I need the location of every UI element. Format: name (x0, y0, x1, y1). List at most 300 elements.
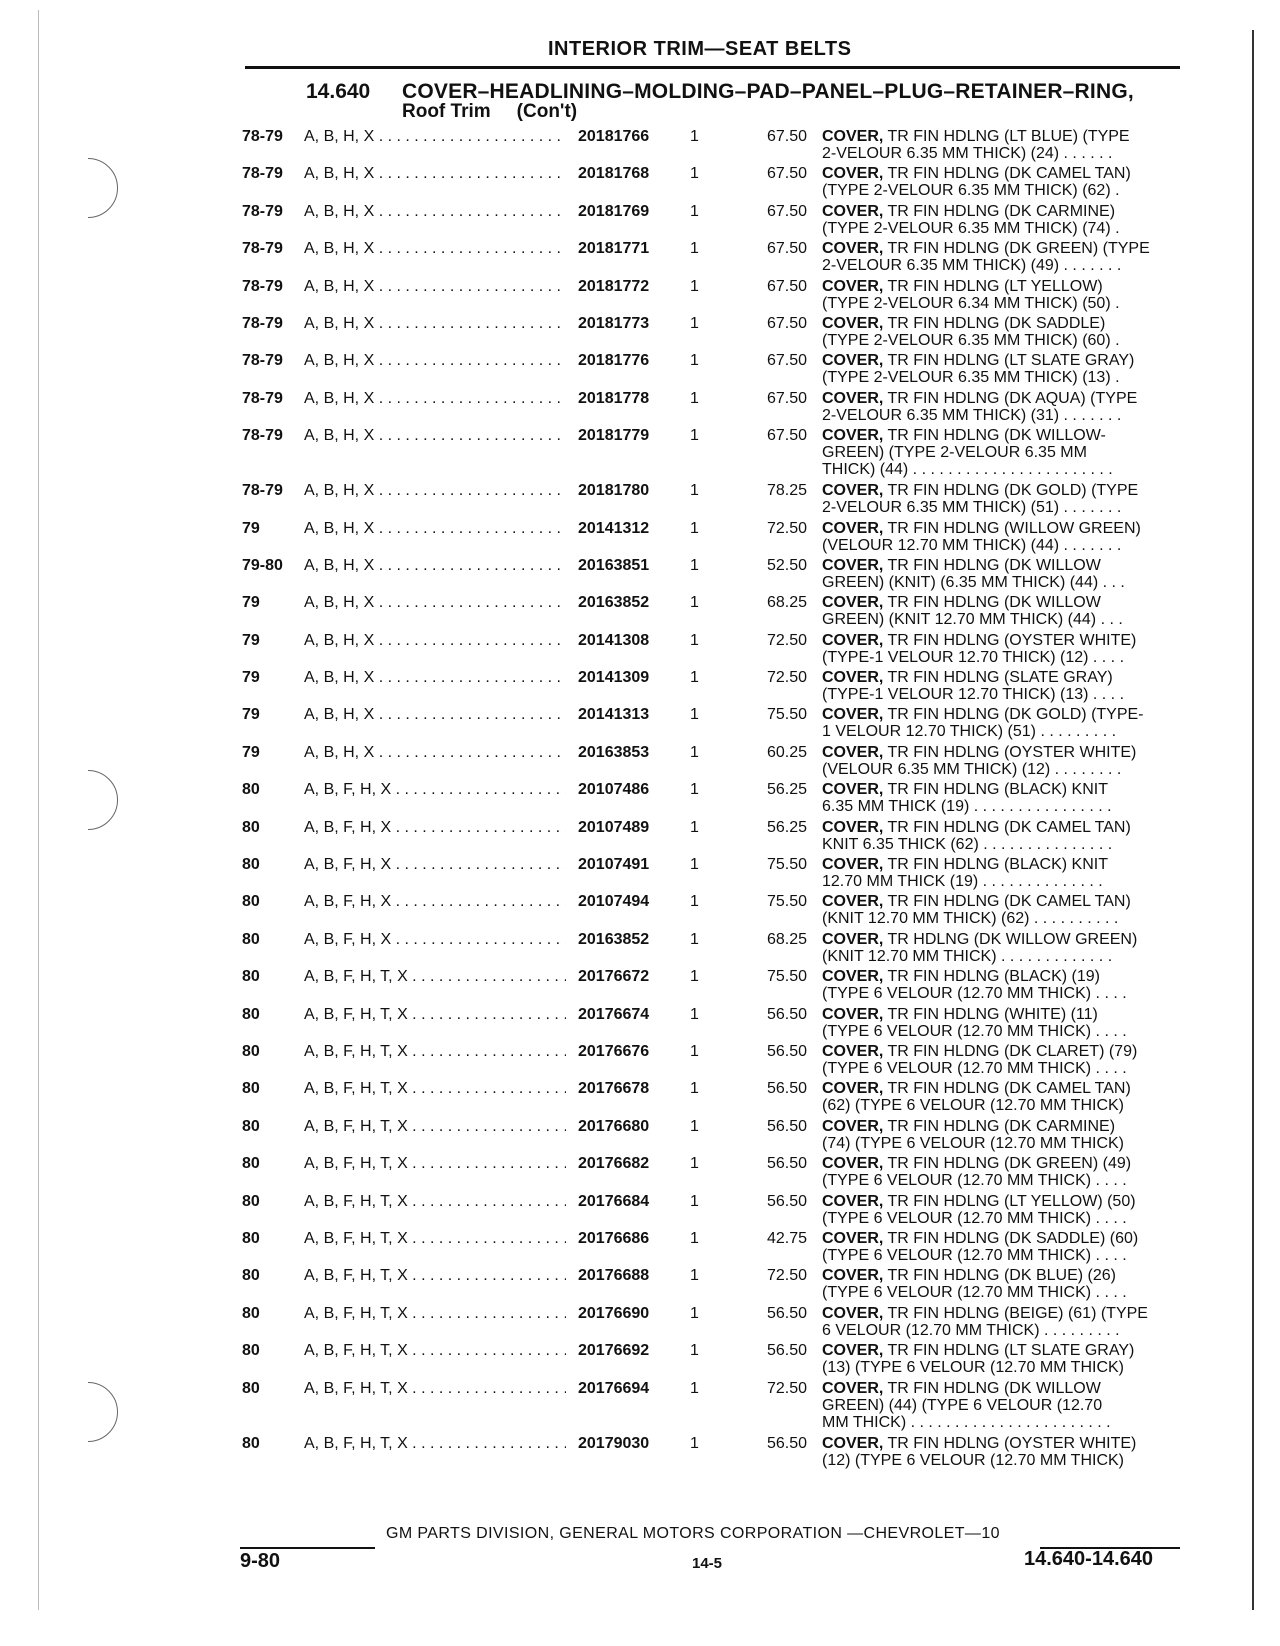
price-cell: 56.50 (766, 1080, 807, 1098)
quantity-cell: 1 (690, 818, 699, 836)
table-row (240, 1263, 1190, 1300)
models-cell: A, B, H, X . . . (304, 315, 566, 332)
price-cell: 67.50 (766, 277, 807, 295)
year-cell: 80 (242, 893, 260, 911)
year-cell: 78-79 (242, 389, 283, 407)
part-number-cell: 20163851 (574, 557, 678, 574)
description-text: TR FIN HDLNG (DK WILLOW- GREEN) (TYPE 2-VELOUR 6.35 MM THICK) (44) . . . . . . . . . . . . . . . . . . . . . . . (822, 427, 1113, 479)
table-row (240, 553, 1190, 590)
group-subtitle (402, 101, 577, 123)
part-number-cell: 20176672 (574, 968, 678, 985)
year-cell: 79 (242, 669, 260, 687)
price-cell: 67.50 (766, 165, 807, 183)
quantity-cell: 1 (690, 856, 699, 874)
description-text: TR FIN HDLNG (DK GOLD) (TYPE 2-VELOUR 6.35 MM THICK) (51) . . . . . . . (822, 482, 1139, 517)
models-cell: A, B, F, H, T, X . . . (304, 1006, 566, 1023)
part-number-cell: 20107491 (574, 856, 678, 873)
description-text: TR FIN HDLNG (DK CAMEL TAN) (KNIT 12.70 MM THICK) (62) . . . . . . . . . . (822, 893, 1131, 928)
punch-hole-bottom (58, 1382, 118, 1442)
table-row (240, 1376, 1190, 1431)
table-row (240, 274, 1190, 311)
price-cell: 75.50 (766, 893, 807, 911)
quantity-cell: 1 (690, 1379, 699, 1397)
description-text: TR FIN HDLNG (OYSTER WHITE) (VELOUR 6.35 MM THICK) (12) . . . . . . . . (822, 743, 1137, 778)
quantity-cell: 1 (690, 1080, 699, 1098)
models-cell: A, B, H, X . . . (304, 520, 566, 537)
price-cell: 67.50 (766, 314, 807, 332)
table-row (240, 236, 1190, 273)
description-text: TR FIN HDLNG (DK AQUA) (TYPE 2-VELOUR 6.35 MM THICK) (31) . . . . . . . (822, 389, 1138, 424)
part-number-cell: 20176690 (574, 1305, 678, 1322)
quantity-cell: 1 (690, 743, 699, 761)
description-cell (822, 557, 1182, 591)
table-row (240, 386, 1190, 423)
part-number-cell: 20181779 (574, 427, 678, 444)
part-number-cell: 20176674 (574, 1006, 678, 1023)
price-cell: 67.50 (766, 352, 807, 370)
description-cell (822, 893, 1182, 927)
description-cell (822, 1435, 1182, 1469)
group-continued: (Con't) (516, 101, 578, 122)
part-number-cell: 20176686 (574, 1230, 678, 1247)
description-keyword: COVER, (822, 1434, 884, 1452)
description-keyword: COVER, (822, 631, 884, 649)
description-text: TR FIN HDLNG (WHITE) (11) (TYPE 6 VELOUR (12.70 MM THICK) . . . . (822, 1005, 1127, 1040)
description-cell (822, 240, 1182, 274)
description-cell (822, 1006, 1182, 1040)
quantity-cell: 1 (690, 202, 699, 220)
part-number-cell: 20181766 (574, 128, 678, 145)
table-row (240, 516, 1190, 553)
footer-date: 9-80 (240, 1550, 281, 1572)
quantity-cell: 1 (690, 482, 699, 500)
description-cell (822, 165, 1182, 199)
description-keyword: COVER, (822, 314, 884, 332)
models-cell: A, B, F, H, X . . . (304, 893, 566, 910)
description-text: TR FIN HDLNG (DK SADDLE) (60) (TYPE 6 VELOUR (12.70 MM THICK) . . . . (822, 1229, 1139, 1264)
year-cell: 80 (242, 1229, 260, 1247)
description-keyword: COVER, (822, 1042, 884, 1060)
models-cell: A, B, H, X . . . (304, 427, 566, 444)
year-cell: 80 (242, 818, 260, 836)
table-row (240, 423, 1190, 478)
part-number-cell: 20141313 (574, 706, 678, 723)
models-cell: A, B, F, H, T, X . . . (304, 1043, 566, 1060)
table-row (240, 1189, 1190, 1226)
description-cell (822, 278, 1182, 312)
description-text: TR FIN HDLNG (OYSTER WHITE) (TYPE-1 VELOUR 12.70 THICK) (12) . . . . (822, 631, 1137, 666)
description-text: TR FIN HDLNG (LT YELLOW) (50) (TYPE 6 VELOUR (12.70 MM THICK) . . . . (822, 1192, 1136, 1227)
price-cell: 72.50 (766, 669, 807, 687)
description-text: TR FIN HDLNG (DK GOLD) (TYPE- 1 VELOUR 12.70 THICK) (51) . . . . . . . . . (822, 706, 1144, 741)
description-keyword: COVER, (822, 669, 884, 687)
quantity-cell: 1 (690, 519, 699, 537)
year-cell: 80 (242, 1117, 260, 1135)
year-cell: 80 (242, 930, 260, 948)
table-row (240, 628, 1190, 665)
price-cell: 72.50 (766, 631, 807, 649)
description-cell (822, 1267, 1182, 1301)
description-text: TR FIN HDLNG (LT SLATE GRAY) (13) (TYPE 6 VELOUR (12.70 MM THICK) (822, 1342, 1135, 1377)
price-cell: 56.50 (766, 1005, 807, 1023)
description-keyword: COVER, (822, 128, 884, 145)
description-cell (822, 819, 1182, 853)
footer-rule-left (240, 1547, 375, 1549)
description-keyword: COVER, (822, 277, 884, 295)
price-cell: 56.50 (766, 1192, 807, 1210)
table-row (240, 852, 1190, 889)
quantity-cell: 1 (690, 1342, 699, 1360)
year-cell: 78-79 (242, 277, 283, 295)
title-rule (245, 66, 1180, 69)
models-cell: A, B, F, H, T, X . . . (304, 1080, 566, 1097)
part-number-cell: 20163852 (574, 931, 678, 948)
description-keyword: COVER, (822, 556, 884, 574)
description-cell (822, 427, 1182, 478)
group-title: COVER–HEADLINING–MOLDING–PAD–PANEL–PLUG–RETAINER–RING, (402, 80, 1134, 103)
table-row (240, 1039, 1190, 1076)
description-cell (822, 1342, 1182, 1376)
models-cell: A, B, F, H, T, X . . . (304, 1193, 566, 1210)
part-number-cell: 20176694 (574, 1380, 678, 1397)
price-cell: 67.50 (766, 389, 807, 407)
part-number-cell: 20176678 (574, 1080, 678, 1097)
year-cell: 80 (242, 781, 260, 799)
price-cell: 78.25 (766, 482, 807, 500)
year-cell: 78-79 (242, 482, 283, 500)
description-keyword: COVER, (822, 968, 884, 986)
punch-hole-middle (58, 770, 118, 830)
part-number-cell: 20107486 (574, 781, 678, 798)
table-row (240, 889, 1190, 926)
table-row (240, 199, 1190, 236)
part-number-cell: 20181768 (574, 165, 678, 182)
models-cell: A, B, H, X . . . (304, 706, 566, 723)
year-cell: 78-79 (242, 240, 283, 258)
models-cell: A, B, F, H, T, X . . . (304, 1380, 566, 1397)
quantity-cell: 1 (690, 128, 699, 145)
description-text: TR FIN HDLNG (SLATE GRAY) (TYPE-1 VELOUR 12.70 THICK) (13) . . . . (822, 669, 1125, 704)
models-cell: A, B, H, X . . . (304, 278, 566, 295)
part-number-cell: 20176680 (574, 1118, 678, 1135)
models-cell: A, B, F, H, T, X . . . (304, 1342, 566, 1359)
description-cell (822, 594, 1182, 628)
year-cell: 79 (242, 743, 260, 761)
part-number-cell: 20141309 (574, 669, 678, 686)
table-row (240, 1226, 1190, 1263)
section-title: INTERIOR TRIM—SEAT BELTS (548, 38, 852, 60)
models-cell: A, B, H, X . . . (304, 240, 566, 257)
description-cell (822, 931, 1182, 965)
price-cell: 60.25 (766, 743, 807, 761)
description-cell (822, 632, 1182, 666)
quantity-cell: 1 (690, 389, 699, 407)
quantity-cell: 1 (690, 594, 699, 612)
description-keyword: COVER, (822, 427, 884, 445)
description-text: TR FIN HDLNG (DK CAMEL TAN) KNIT 6.35 THICK (62) . . . . . . . . . . . . . . . (822, 818, 1131, 853)
year-cell: 80 (242, 1342, 260, 1360)
table-row (240, 927, 1190, 964)
description-keyword: COVER, (822, 519, 884, 537)
description-text: TR FIN HDLNG (DK CARMINE) (TYPE 2-VELOUR 6.35 MM THICK) (74) . (822, 202, 1120, 237)
description-cell (822, 1155, 1182, 1189)
year-cell: 80 (242, 1080, 260, 1098)
quantity-cell: 1 (690, 1192, 699, 1210)
description-cell (822, 968, 1182, 1002)
year-cell: 80 (242, 1042, 260, 1060)
description-text: TR FIN HDLNG (WILLOW GREEN) (VELOUR 12.70 MM THICK) (44) . . . . . . . (822, 519, 1141, 554)
models-cell: A, B, H, X . . . (304, 165, 566, 182)
description-text: TR FIN HDLNG (LT BLUE) (TYPE 2-VELOUR 6.35 MM THICK) (24) . . . . . . (822, 128, 1130, 162)
price-cell: 56.50 (766, 1304, 807, 1322)
year-cell: 79 (242, 519, 260, 537)
table-row (240, 815, 1190, 852)
quantity-cell: 1 (690, 1304, 699, 1322)
quantity-cell: 1 (690, 1267, 699, 1285)
description-text: TR FIN HDLNG (BLACK) (19) (TYPE 6 VELOUR (12.70 MM THICK) . . . . (822, 968, 1127, 1003)
table-row (240, 1338, 1190, 1375)
price-cell: 42.75 (766, 1229, 807, 1247)
description-keyword: COVER, (822, 1342, 884, 1360)
models-cell: A, B, H, X . . . (304, 128, 566, 145)
quantity-cell: 1 (690, 968, 699, 986)
description-keyword: COVER, (822, 1155, 884, 1173)
quantity-cell: 1 (690, 930, 699, 948)
quantity-cell: 1 (690, 240, 699, 258)
parts-list (240, 124, 1190, 1468)
quantity-cell: 1 (690, 1155, 699, 1173)
year-cell: 79 (242, 594, 260, 612)
part-number-cell: 20107489 (574, 819, 678, 836)
table-row (240, 161, 1190, 198)
footer-publisher: GM PARTS DIVISION, GENERAL MOTORS CORPORATION —CHEVROLET—10 (386, 1525, 1000, 1542)
year-cell: 79-80 (242, 556, 283, 574)
price-cell: 75.50 (766, 706, 807, 724)
models-cell: A, B, F, H, T, X . . . (304, 1267, 566, 1284)
table-row (240, 1431, 1190, 1468)
models-cell: A, B, H, X . . . (304, 632, 566, 649)
table-row (240, 740, 1190, 777)
description-keyword: COVER, (822, 706, 884, 724)
description-keyword: COVER, (822, 781, 884, 799)
models-cell: A, B, F, H, T, X . . . (304, 1435, 566, 1452)
description-text: TR HDLNG (DK WILLOW GREEN) (KNIT 12.70 MM THICK) . . . . . . . . . . . . . (822, 930, 1138, 965)
models-cell: A, B, F, H, T, X . . . (304, 1118, 566, 1135)
price-cell: 56.50 (766, 1155, 807, 1173)
description-keyword: COVER, (822, 1005, 884, 1023)
description-cell (822, 669, 1182, 703)
description-keyword: COVER, (822, 1304, 884, 1322)
table-row (240, 124, 1190, 161)
models-cell: A, B, F, H, T, X . . . (304, 1155, 566, 1172)
description-keyword: COVER, (822, 240, 884, 258)
description-keyword: COVER, (822, 202, 884, 220)
part-number-cell: 20181773 (574, 315, 678, 332)
description-cell (822, 520, 1182, 554)
description-keyword: COVER, (822, 389, 884, 407)
part-number-cell: 20181772 (574, 278, 678, 295)
footer-page-number: 14-5 (692, 1555, 723, 1572)
table-row (240, 1114, 1190, 1151)
quantity-cell: 1 (690, 352, 699, 370)
price-cell: 56.25 (766, 781, 807, 799)
table-row (240, 1151, 1190, 1188)
year-cell: 79 (242, 706, 260, 724)
description-keyword: COVER, (822, 1267, 884, 1285)
price-cell: 75.50 (766, 968, 807, 986)
table-row (240, 1301, 1190, 1338)
quantity-cell: 1 (690, 1434, 699, 1452)
price-cell: 67.50 (766, 128, 807, 145)
year-cell: 78-79 (242, 314, 283, 332)
part-number-cell: 20181771 (574, 240, 678, 257)
description-cell (822, 1305, 1182, 1339)
description-keyword: COVER, (822, 1229, 884, 1247)
group-number: 14.640 (306, 80, 371, 103)
description-keyword: COVER, (822, 594, 884, 612)
quantity-cell: 1 (690, 781, 699, 799)
description-cell (822, 1193, 1182, 1227)
part-number-cell: 20181778 (574, 390, 678, 407)
price-cell: 75.50 (766, 856, 807, 874)
table-row (240, 590, 1190, 627)
year-cell: 80 (242, 1155, 260, 1173)
description-text: TR FIN HDLNG (LT YELLOW) (TYPE 2-VELOUR 6.34 MM THICK) (50) . (822, 277, 1120, 312)
quantity-cell: 1 (690, 165, 699, 183)
part-number-cell: 20181769 (574, 203, 678, 220)
description-keyword: COVER, (822, 743, 884, 761)
description-text: TR FIN HDLNG (DK WILLOW GREEN) (KNIT 12.70 MM THICK) (44) . . . (822, 594, 1123, 629)
description-text: TR FIN HDLNG (BLACK) KNIT 6.35 MM THICK (19) . . . . . . . . . . . . . . . . (822, 781, 1112, 816)
description-cell (822, 482, 1182, 516)
year-cell: 80 (242, 1434, 260, 1452)
price-cell: 56.25 (766, 818, 807, 836)
description-text: TR FIN HLDNG (DK CLARET) (79) (TYPE 6 VELOUR (12.70 MM THICK) . . . . (822, 1042, 1138, 1077)
description-text: TR FIN HDLNG (DK GREEN) (TYPE 2-VELOUR 6.35 MM THICK) (49) . . . . . . . (822, 240, 1150, 275)
part-number-cell: 20163853 (574, 744, 678, 761)
table-row (240, 348, 1190, 385)
part-number-cell: 20141312 (574, 520, 678, 537)
models-cell: A, B, F, H, T, X . . . (304, 1305, 566, 1322)
part-number-cell: 20163852 (574, 594, 678, 611)
description-text: TR FIN HDLNG (BLACK) KNIT 12.70 MM THICK (19) . . . . . . . . . . . . . . (822, 856, 1108, 891)
description-text: TR FIN HDLNG (DK WILLOW GREEN) (44) (TYPE 6 VELOUR (12.70 MM THICK) . . . . . . . . . . . . . . . . . . . . . . . (822, 1379, 1111, 1431)
models-cell: A, B, F, H, T, X . . . (304, 968, 566, 985)
models-cell: A, B, H, X . . . (304, 594, 566, 611)
part-number-cell: 20176684 (574, 1193, 678, 1210)
year-cell: 80 (242, 856, 260, 874)
quantity-cell: 1 (690, 1117, 699, 1135)
year-cell: 78-79 (242, 128, 283, 145)
year-cell: 80 (242, 1267, 260, 1285)
models-cell: A, B, F, H, X . . . (304, 819, 566, 836)
quantity-cell: 1 (690, 1229, 699, 1247)
description-cell (822, 390, 1182, 424)
description-keyword: COVER, (822, 1080, 884, 1098)
quantity-cell: 1 (690, 631, 699, 649)
page-edge-left (38, 10, 39, 1610)
description-cell (822, 781, 1182, 815)
models-cell: A, B, H, X . . . (304, 557, 566, 574)
table-row (240, 311, 1190, 348)
table-row (240, 964, 1190, 1001)
description-keyword: COVER, (822, 482, 884, 500)
year-cell: 78-79 (242, 165, 283, 183)
quantity-cell: 1 (690, 277, 699, 295)
group-subtitle-text: Roof Trim (402, 101, 491, 122)
price-cell: 52.50 (766, 556, 807, 574)
year-cell: 78-79 (242, 202, 283, 220)
price-cell: 56.50 (766, 1342, 807, 1360)
part-number-cell: 20176676 (574, 1043, 678, 1060)
description-cell (822, 1380, 1182, 1431)
year-cell: 80 (242, 968, 260, 986)
models-cell: A, B, H, X . . . (304, 744, 566, 761)
models-cell: A, B, F, H, X . . . (304, 781, 566, 798)
description-keyword: COVER, (822, 856, 884, 874)
description-cell (822, 1043, 1182, 1077)
models-cell: A, B, F, H, X . . . (304, 856, 566, 873)
price-cell: 56.50 (766, 1042, 807, 1060)
price-cell: 68.25 (766, 930, 807, 948)
description-text: TR FIN HDLNG (DK GREEN) (49) (TYPE 6 VELOUR (12.70 MM THICK) . . . . (822, 1155, 1132, 1190)
description-text: TR FIN HDLNG (OYSTER WHITE) (12) (TYPE 6 VELOUR (12.70 MM THICK) (822, 1434, 1137, 1469)
description-text: TR FIN HDLNG (DK CARMINE) (74) (TYPE 6 VELOUR (12.70 MM THICK) (822, 1117, 1124, 1152)
table-row (240, 478, 1190, 515)
models-cell: A, B, H, X . . . (304, 352, 566, 369)
description-cell (822, 1118, 1182, 1152)
table-row (240, 702, 1190, 739)
price-cell: 68.25 (766, 594, 807, 612)
description-keyword: COVER, (822, 165, 884, 183)
description-cell (822, 1080, 1182, 1114)
models-cell: A, B, F, H, T, X . . . (304, 1230, 566, 1247)
punch-hole-top (58, 158, 118, 218)
quantity-cell: 1 (690, 556, 699, 574)
quantity-cell: 1 (690, 314, 699, 332)
part-number-cell: 20176688 (574, 1267, 678, 1284)
description-cell (822, 706, 1182, 740)
footer-group-range: 14.640-14.640 (1024, 1548, 1154, 1570)
year-cell: 80 (242, 1192, 260, 1210)
description-keyword: COVER, (822, 1192, 884, 1210)
description-keyword: COVER, (822, 1117, 884, 1135)
year-cell: 79 (242, 631, 260, 649)
price-cell: 72.50 (766, 519, 807, 537)
part-number-cell: 20181776 (574, 352, 678, 369)
description-keyword: COVER, (822, 352, 884, 370)
description-cell (822, 352, 1182, 386)
models-cell: A, B, H, X . . . (304, 390, 566, 407)
part-number-cell: 20179030 (574, 1435, 678, 1452)
part-number-cell: 20176692 (574, 1342, 678, 1359)
description-cell (822, 128, 1182, 162)
quantity-cell: 1 (690, 1042, 699, 1060)
year-cell: 80 (242, 1379, 260, 1397)
price-cell: 67.50 (766, 202, 807, 220)
price-cell: 56.50 (766, 1434, 807, 1452)
description-cell (822, 203, 1182, 237)
price-cell: 56.50 (766, 1117, 807, 1135)
description-keyword: COVER, (822, 893, 884, 911)
description-text: TR FIN HDLNG (DK WILLOW GREEN) (KNIT) (6.35 MM THICK) (44) . . . (822, 556, 1125, 591)
price-cell: 72.50 (766, 1379, 807, 1397)
price-cell: 67.50 (766, 240, 807, 258)
description-keyword: COVER, (822, 818, 884, 836)
description-text: TR FIN HDLNG (DK CAMEL TAN) (TYPE 2-VELOUR 6.35 MM THICK) (62) . (822, 165, 1131, 200)
part-number-cell: 20141308 (574, 632, 678, 649)
models-cell: A, B, H, X . . . (304, 669, 566, 686)
